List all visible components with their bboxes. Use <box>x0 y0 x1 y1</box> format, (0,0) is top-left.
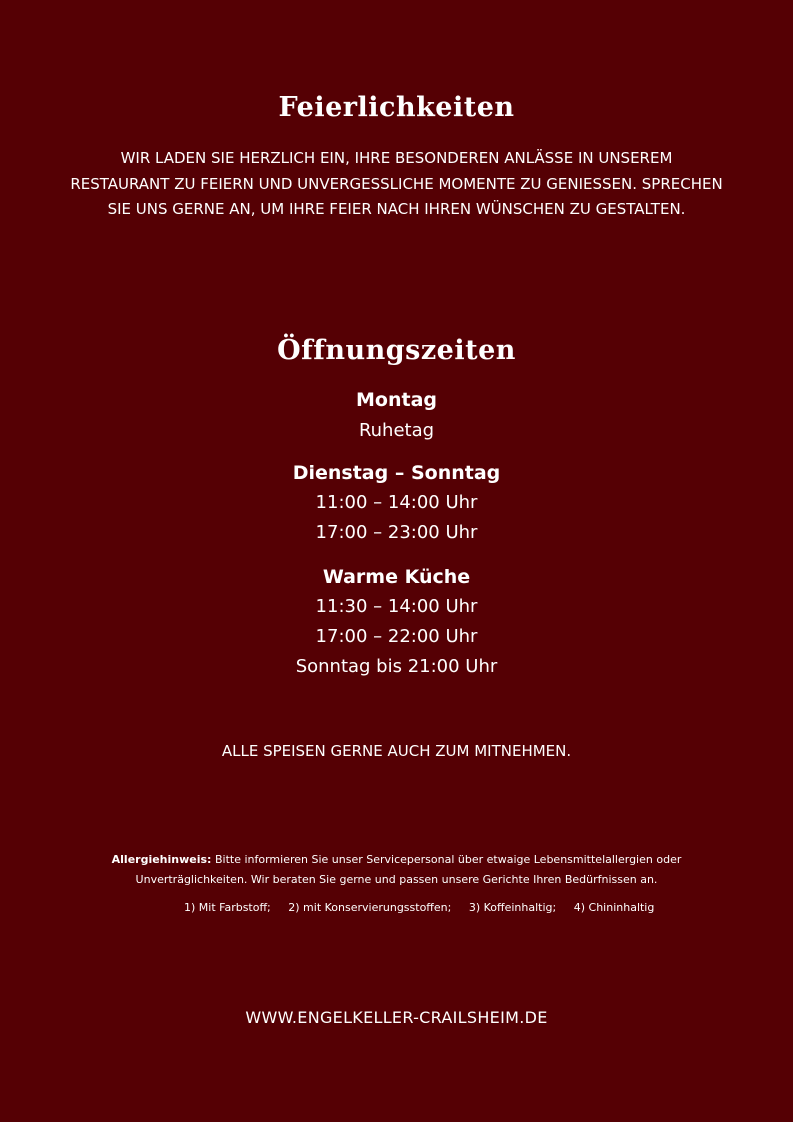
celebrations-text: WIR LADEN SIE HERZLICH EIN, IHRE BESONDEREN ANLÄSSE IN UNSEREM RESTAURANT ZU FEIERN UND UNVERGESSLICHE MOMENTE ZU GENIESSEN. SPRECHEN SIE UNS GERNE AN, UM IHRE FEIER NACH IHREN WÜNSCHEN ZU GESTALTEN. <box>70 149 723 218</box>
kitchen-label: Warme Küche <box>322 566 471 588</box>
celebrations-heading: Feierlichkeiten <box>278 92 515 123</box>
takeaway-note: ALLE SPEISEN GERNE AUCH ZUM MITNEHMEN. <box>221 742 572 760</box>
monday-value: Ruhetag <box>358 420 435 441</box>
kitchen-hours-line: 17:00 – 22:00 Uhr <box>315 626 478 647</box>
footnote-item: 1) Mit Farbstoff; <box>184 901 271 914</box>
footnote-item: 3) Koffeinhaltig; <box>468 901 557 914</box>
kitchen-hours-line: Sonntag bis 21:00 Uhr <box>295 656 498 677</box>
tuesday-sunday-hours-line: 17:00 – 23:00 Uhr <box>315 522 478 543</box>
additive-footnotes <box>184 901 668 914</box>
opening-hours-heading: Öffnungszeiten <box>277 335 516 366</box>
allergy-label: Allergiehinweis: <box>111 853 212 866</box>
allergy-text: Bitte informieren Sie unser Servicepersonal über etwaige Lebensmittelallergien oder Unverträglichkeiten. Wir beraten Sie gerne und passen unsere Gerichte Ihren Bedürfnissen an. <box>135 853 682 886</box>
tuesday-sunday-label: Dienstag – Sonntag <box>292 462 501 484</box>
monday-label: Montag <box>356 389 437 411</box>
tuesday-sunday-hours-line: 11:00 – 14:00 Uhr <box>315 492 478 513</box>
allergy-notice <box>95 850 698 890</box>
footnote-item: 2) mit Konservierungsstoffen; <box>288 901 452 914</box>
kitchen-hours-line: 11:30 – 14:00 Uhr <box>315 596 478 617</box>
footnote-item: 4) Chininhaltig <box>573 901 655 914</box>
website-link[interactable]: WWW.ENGELKELLER-CRAILSHEIM.DE <box>245 1008 548 1027</box>
